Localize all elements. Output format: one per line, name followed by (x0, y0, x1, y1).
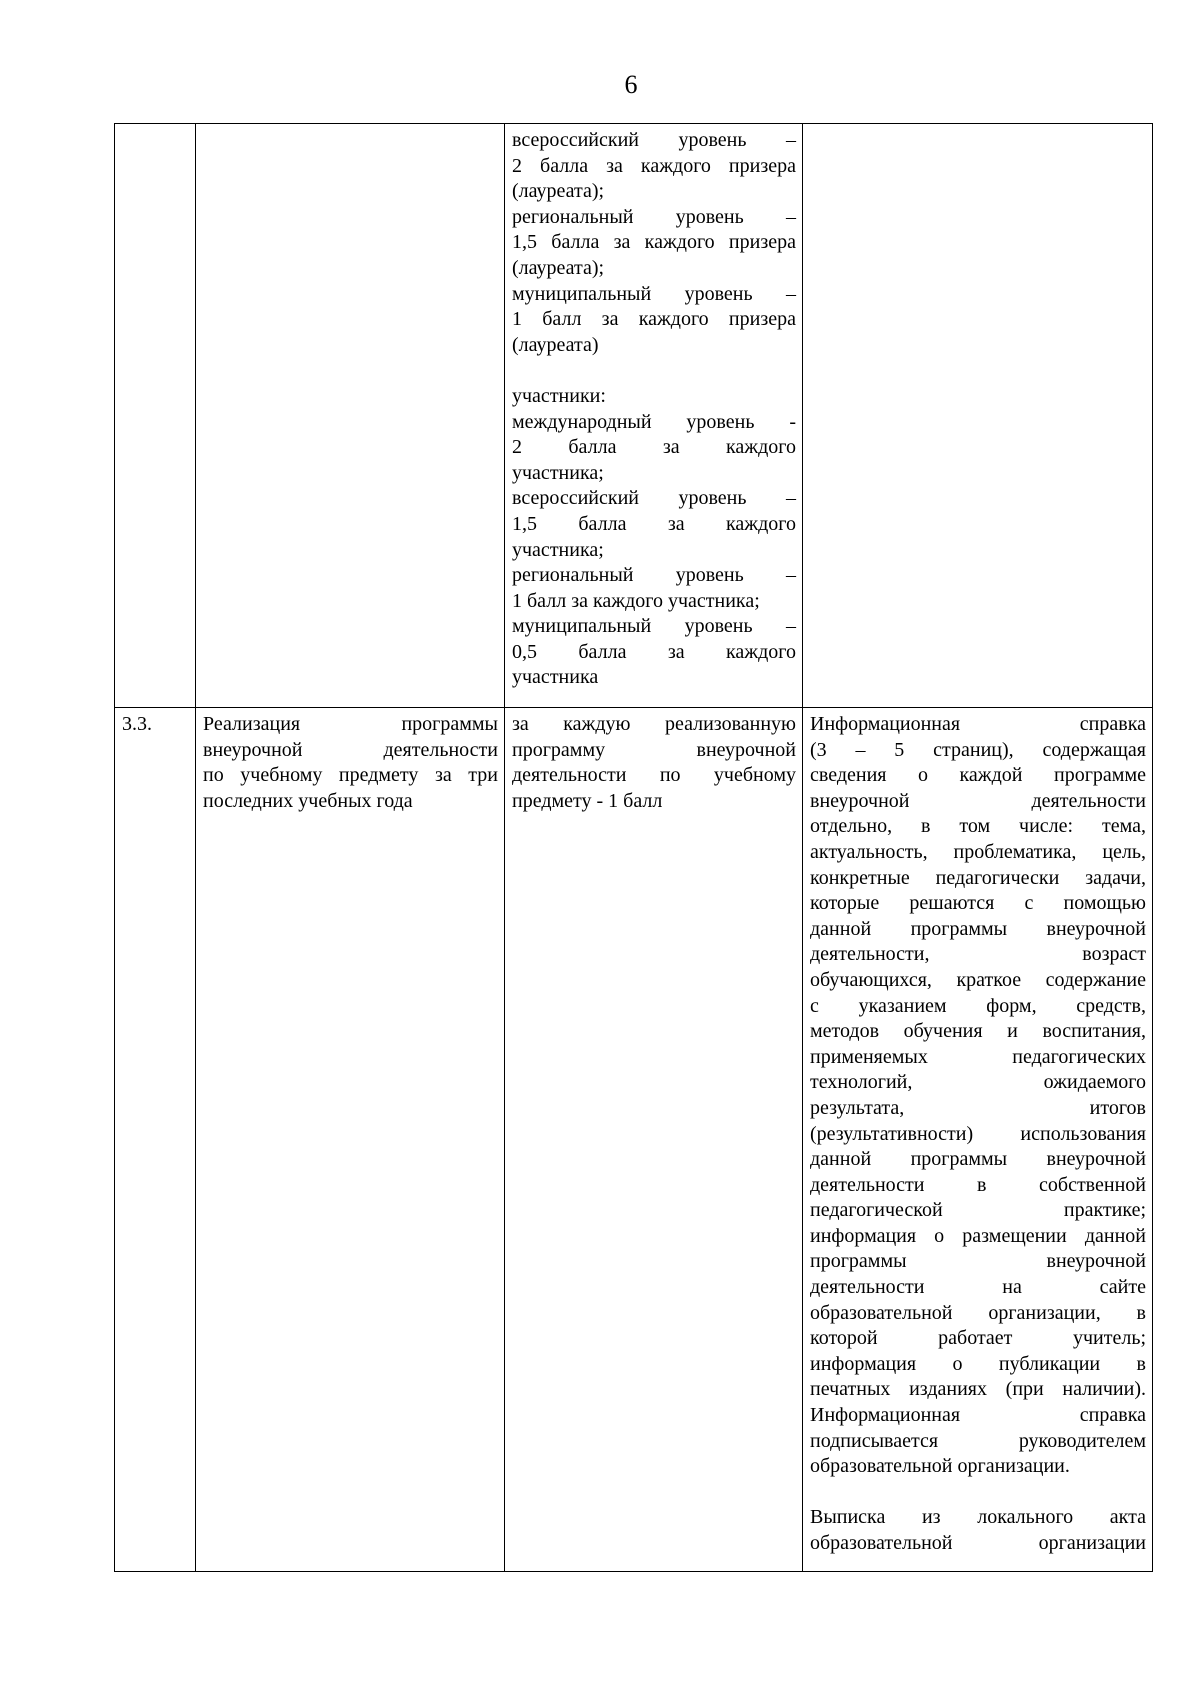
text-line: предмету - 1 балл (512, 789, 663, 812)
paragraph-gap (512, 358, 796, 384)
text-line: последних учебных года (203, 789, 413, 812)
cell-indicator (196, 124, 505, 708)
text-line: всероссийский уровень – (512, 129, 796, 151)
row-number: 3.3. (122, 713, 152, 735)
text-line: данной программы внеурочной (810, 1148, 1146, 1171)
cell-number (115, 708, 196, 1572)
text-line: участника (512, 666, 599, 689)
cell-documents (803, 124, 1153, 708)
text-line: деятельности, возраст (810, 943, 1146, 966)
text-line: 0,5 балла за каждого (512, 640, 796, 663)
text-line: (результативности) использования (810, 1122, 1146, 1145)
text-line: (лауреата); (512, 256, 605, 279)
text-line: международный уровень - (512, 410, 796, 433)
text-line: Реализация программы (203, 713, 498, 735)
text-line: конкретные педагогически задачи, (810, 866, 1146, 889)
criteria-table (114, 123, 1153, 1572)
table-row (115, 124, 1153, 708)
text-line: деятельности на сайте (810, 1276, 1146, 1299)
cell-criteria (505, 124, 803, 708)
text-line: программу внеурочной (512, 738, 796, 761)
text-line: 2 балла за каждого (512, 436, 796, 459)
text-line: печатных изданиях (при наличии). (810, 1378, 1146, 1401)
text-line: образовательной организации, в (810, 1301, 1146, 1324)
text-line: муниципальный уровень – (512, 282, 796, 305)
text-line: обучающихся, краткое содержание (810, 968, 1146, 991)
text-line: участники: (512, 384, 606, 407)
table-row (115, 708, 1153, 1572)
text-line: технологий, ожидаемого (810, 1071, 1146, 1094)
text-line: участника; (512, 461, 604, 484)
text-line: образовательной организации. (810, 1455, 1070, 1478)
text-line: образовательной организации (810, 1532, 1146, 1554)
text-line: 1,5 балла за каждого призера (512, 231, 796, 254)
text-line: Информационная справка (810, 713, 1146, 735)
text-line: подписывается руководителем (810, 1429, 1146, 1452)
text-line: всероссийский уровень – (512, 487, 796, 510)
text-line: 1 балл за каждого участника; (512, 589, 760, 612)
text-line: информация о публикации в (810, 1352, 1146, 1375)
text-line: отдельно, в том числе: тема, (810, 815, 1146, 838)
paragraph-gap (810, 1480, 1146, 1506)
text-line: актуальность, проблематика, цель, (810, 840, 1146, 863)
text-line: внеурочной деятельности (203, 738, 498, 761)
text-line: муниципальный уровень – (512, 615, 796, 638)
text-line: деятельности в собственной (810, 1173, 1146, 1196)
text-line: (3 – 5 страниц), содержащая (810, 738, 1146, 761)
text-line: участника; (512, 538, 604, 561)
text-line: Выписка из локального акта (810, 1506, 1146, 1529)
page-number: 6 (624, 70, 638, 99)
text-line: 1,5 балла за каждого (512, 512, 796, 535)
text-line: внеурочной деятельности (810, 789, 1146, 812)
text-line: региональный уровень – (512, 205, 796, 228)
text-line: региональный уровень – (512, 564, 796, 587)
text-line: информация о размещении данной (810, 1224, 1146, 1247)
text-line: Информационная справка (810, 1404, 1146, 1427)
text-line: (лауреата) (512, 333, 599, 356)
text-line: 2 балла за каждого призера (512, 154, 796, 177)
cell-indicator (196, 708, 505, 1572)
text-line: сведения о каждой программе (810, 764, 1146, 787)
text-line: применяемых педагогических (810, 1045, 1146, 1068)
cell-documents (803, 708, 1153, 1572)
text-line: данной программы внеурочной (810, 917, 1146, 940)
text-line: программы внеурочной (810, 1250, 1146, 1273)
text-line: которые решаются с помощью (810, 892, 1146, 915)
cell-number (115, 124, 196, 708)
text-line: за каждую реализованную (512, 713, 796, 735)
text-line: с указанием форм, средств, (810, 994, 1146, 1017)
text-line: (лауреата); (512, 180, 605, 203)
text-line: по учебному предмету за три (203, 764, 498, 787)
text-line: 1 балл за каждого призера (512, 308, 796, 331)
text-line: деятельности по учебному (512, 764, 796, 787)
text-line: педагогической практике; (810, 1199, 1146, 1222)
cell-criteria (505, 708, 803, 1572)
text-line: методов обучения и воспитания, (810, 1020, 1146, 1043)
text-line: результата, итогов (810, 1096, 1146, 1119)
text-line: которой работает учитель; (810, 1327, 1146, 1350)
